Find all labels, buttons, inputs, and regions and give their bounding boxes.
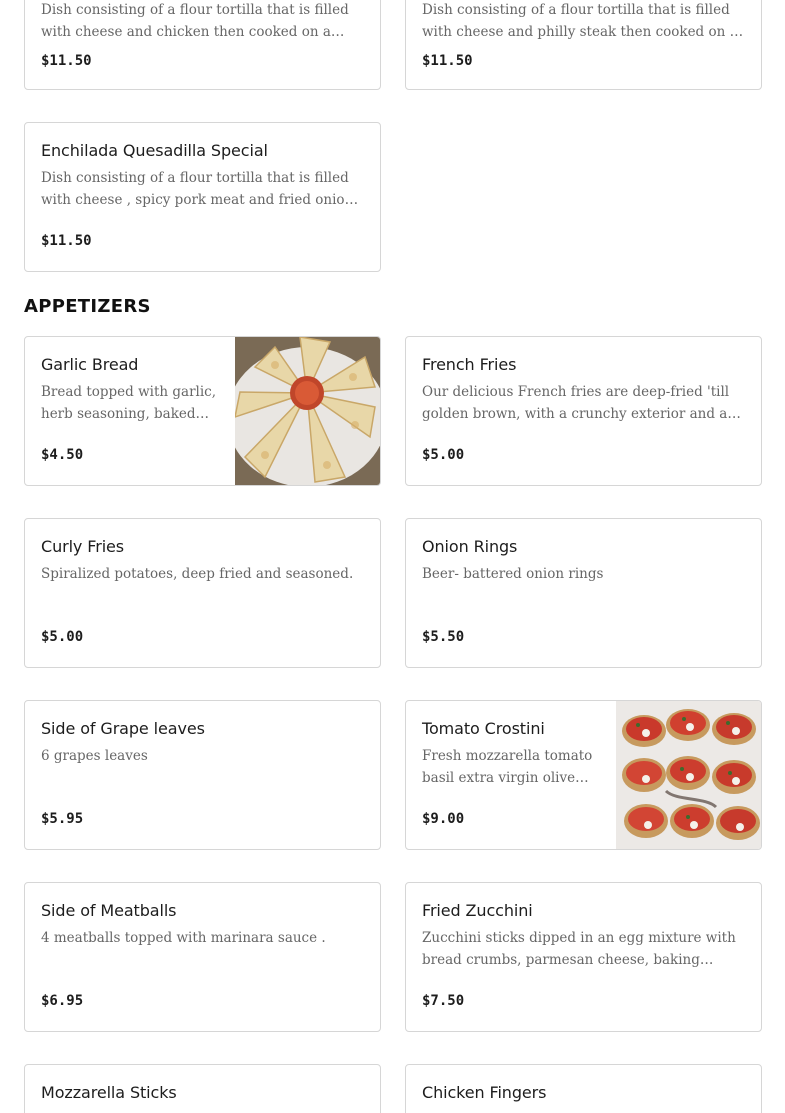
- menu-item-price: $7.50: [422, 993, 465, 1009]
- tomato-crostini-photo: [616, 701, 761, 849]
- menu-item-name: Mozzarella Sticks: [41, 1083, 177, 1102]
- menu-item-card[interactable]: [24, 1064, 381, 1113]
- garlic-bread-photo: [235, 337, 380, 485]
- menu-item-price: $6.95: [41, 993, 84, 1009]
- menu-item-card[interactable]: [405, 700, 762, 850]
- menu-item-description: Beer- battered onion rings: [422, 566, 604, 582]
- menu-item-description: 6 grapes leaves: [41, 748, 148, 764]
- menu-item-name: Fried Zucchini: [422, 901, 533, 920]
- menu-item-description: 4 meatballs topped with marinara sauce .: [41, 930, 326, 946]
- menu-item-card[interactable]: [24, 122, 381, 272]
- menu-item-price: $4.50: [41, 447, 84, 463]
- menu-item-name: Garlic Bread: [41, 355, 139, 374]
- menu-item-card[interactable]: [24, 0, 381, 90]
- menu-item-description: Fresh mozzarella tomato basil extra virgin olive: [422, 748, 593, 786]
- menu-item-card[interactable]: [405, 882, 762, 1032]
- menu-item-description: Spiralized potatoes, deep fried and seasoned.: [41, 566, 354, 582]
- menu-item-price: $11.50: [422, 53, 473, 69]
- menu-item-description: Dish consisting of a flour tortilla that is filled with cheese and chicken then cooked on a: [41, 2, 349, 40]
- menu-item-card[interactable]: [405, 518, 762, 668]
- menu-item-card[interactable]: [405, 1064, 762, 1113]
- menu-item-name: Enchilada Quesadilla Special: [41, 141, 268, 160]
- menu-item-name: Tomato Crostini: [422, 719, 545, 738]
- menu-item-description: Zucchini sticks dipped in an egg mixture with bread crumbs, parmesan cheese, baking: [422, 930, 736, 968]
- menu-item-card[interactable]: [405, 336, 762, 486]
- menu-item-name: Onion Rings: [422, 537, 518, 556]
- menu-item-price: $11.50: [41, 233, 92, 249]
- menu-item-description: Dish consisting of a flour tortilla that is filled with cheese and philly steak then cooked on a: [422, 2, 738, 40]
- menu-item-description: Bread topped with garlic, herb seasoning, baked: [41, 384, 217, 422]
- menu-item-name: Side of Meatballs: [41, 901, 177, 920]
- menu-item-description: Dish consisting of a flour tortilla that is filled with cheese , spicy pork meat and fried onions: [41, 170, 361, 208]
- menu-item-price: $9.00: [422, 811, 465, 827]
- menu-item-price: $5.00: [41, 629, 84, 645]
- menu-item-price: $5.00: [422, 447, 465, 463]
- menu-item-name: Chicken Fingers: [422, 1083, 547, 1102]
- menu-item-name: Curly Fries: [41, 537, 125, 556]
- menu-item-card[interactable]: [24, 700, 381, 850]
- menu-item-card[interactable]: [405, 0, 762, 90]
- section-title: APPETIZERS: [24, 296, 151, 317]
- menu-item-card[interactable]: [24, 882, 381, 1032]
- menu-item-price: $5.50: [422, 629, 465, 645]
- menu-item-description: Our delicious French fries are deep-fried 'till golden brown, with a crunchy exterior and a: [422, 384, 730, 422]
- menu-item-card[interactable]: [24, 518, 381, 668]
- menu-item-name: French Fries: [422, 355, 517, 374]
- menu-item-price: $11.50: [41, 53, 92, 69]
- menu-item-price: $5.95: [41, 811, 84, 827]
- menu-item-card[interactable]: [24, 336, 381, 486]
- menu-item-name: Side of Grape leaves: [41, 719, 205, 738]
